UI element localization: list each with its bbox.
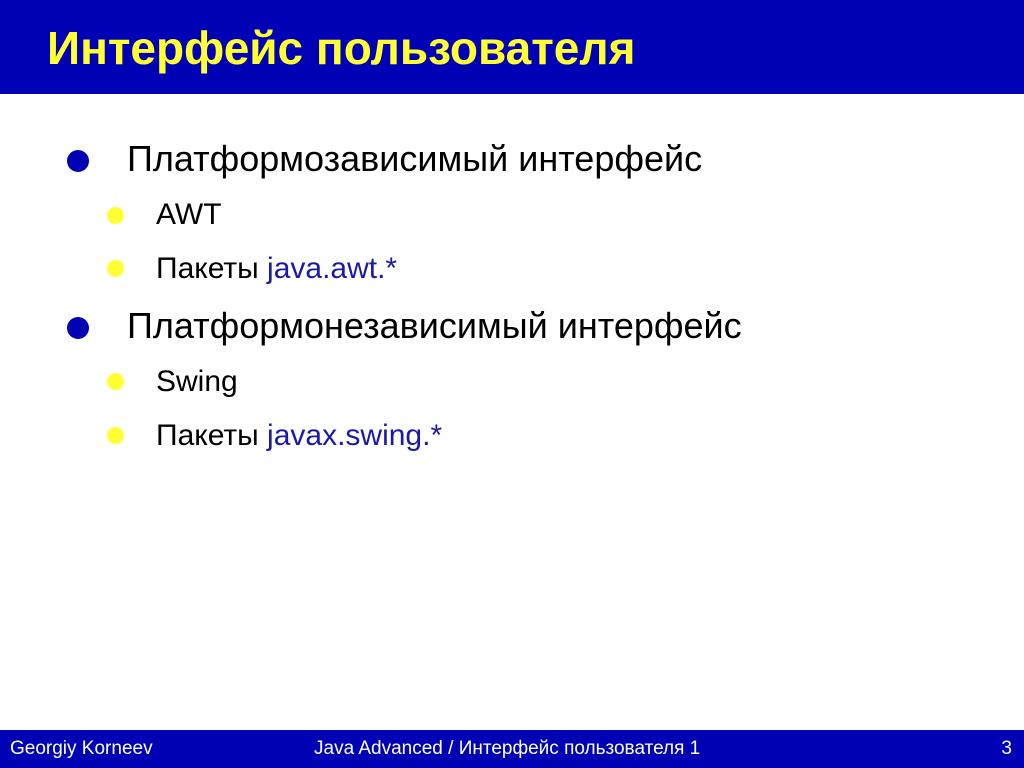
- sub-bullet-text: Пакеты: [156, 252, 268, 285]
- sub-bullet-dot-icon: [107, 427, 124, 444]
- slide-title: Интерфейс пользователя: [47, 22, 636, 74]
- sub-bullet-item: [156, 250, 397, 288]
- sub-bullet-text: AWT: [156, 198, 222, 231]
- sub-bullet-code: javax.swing.*: [267, 419, 443, 452]
- footer-author: Georgiy Korneev: [10, 738, 153, 759]
- sub-bullet-item: [156, 417, 442, 455]
- sub-bullet-text: Пакеты: [156, 419, 268, 452]
- page-number: 3: [1001, 738, 1012, 759]
- sub-bullet-code: java.awt.*: [267, 252, 398, 285]
- footer-bar: [0, 730, 1024, 768]
- sub-bullet-item: [156, 363, 238, 401]
- bullet-dot-icon: [67, 317, 89, 339]
- bullet-item: [127, 304, 742, 348]
- bullet-item: [127, 137, 702, 181]
- bullet-dot-icon: [67, 150, 89, 172]
- sub-bullet-item: [156, 196, 222, 234]
- sub-bullet-dot-icon: [107, 260, 124, 277]
- bullet-text: Платформозависимый интерфейс: [127, 138, 703, 179]
- sub-bullet-dot-icon: [107, 207, 124, 224]
- bullet-text: Платформонезависимый интерфейс: [127, 305, 742, 346]
- sub-bullet-dot-icon: [107, 373, 124, 390]
- footer-course: Java Advanced / Интерфейс пользователя 1: [314, 738, 701, 759]
- title-bar: [0, 0, 1024, 94]
- sub-bullet-text: Swing: [156, 365, 238, 398]
